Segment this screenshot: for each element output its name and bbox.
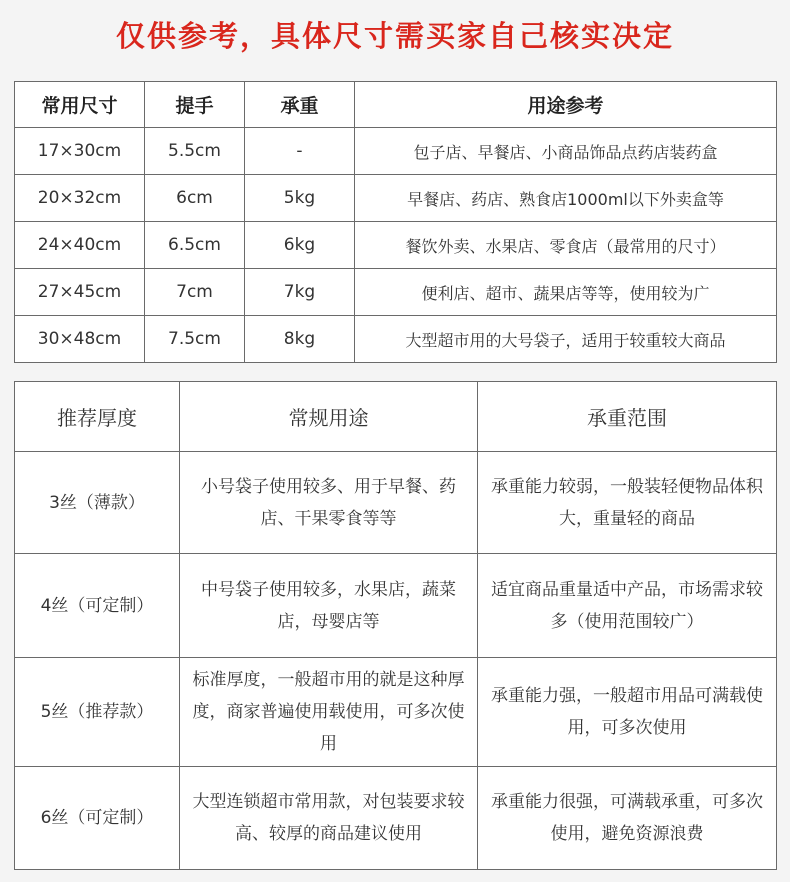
size-table-header bbox=[15, 82, 777, 128]
cell-usage: 便利店、超市、蔬果店等等，使用较为广 bbox=[355, 269, 777, 316]
table-row bbox=[15, 554, 777, 658]
cell-handle: 7.5cm bbox=[145, 316, 245, 363]
cell-load-range: 承重能力很强，可满载承重，可多次使用，避免资源浪费 bbox=[478, 767, 777, 870]
cell-size: 27×45cm bbox=[15, 269, 145, 316]
cell-size: 20×32cm bbox=[15, 175, 145, 222]
size-table bbox=[14, 81, 777, 363]
header-load: 承重 bbox=[245, 82, 355, 128]
cell-load-range: 承重能力较弱，一般装轻便物品体积大，重量轻的商品 bbox=[478, 452, 777, 554]
cell-load: 8kg bbox=[245, 316, 355, 363]
table-row bbox=[15, 128, 777, 175]
cell-size: 17×30cm bbox=[15, 128, 145, 175]
header-load-range: 承重范围 bbox=[478, 382, 777, 452]
cell-common-usage: 大型连锁超市常用款，对包装要求较高、较厚的商品建议使用 bbox=[180, 767, 478, 870]
cell-handle: 6.5cm bbox=[145, 222, 245, 269]
cell-usage: 早餐店、药店、熟食店1000ml以下外卖盒等 bbox=[355, 175, 777, 222]
cell-handle: 5.5cm bbox=[145, 128, 245, 175]
cell-handle: 7cm bbox=[145, 269, 245, 316]
cell-load-range: 适宜商品重量适中产品，市场需求较多（使用范围较广） bbox=[478, 554, 777, 658]
cell-usage: 包子店、早餐店、小商品饰品点药店装药盒 bbox=[355, 128, 777, 175]
cell-handle: 6cm bbox=[145, 175, 245, 222]
header-size: 常用尺寸 bbox=[15, 82, 145, 128]
cell-thickness: 3丝（薄款） bbox=[15, 452, 180, 554]
cell-usage: 餐饮外卖、水果店、零食店（最常用的尺寸） bbox=[355, 222, 777, 269]
cell-common-usage: 小号袋子使用较多、用于早餐、药店、干果零食等等 bbox=[180, 452, 478, 554]
cell-thickness: 6丝（可定制） bbox=[15, 767, 180, 870]
page-title: 仅供参考，具体尺寸需买家自己核实决定 bbox=[115, 19, 674, 53]
cell-load: 7kg bbox=[245, 269, 355, 316]
cell-load-range: 承重能力强，一般超市用品可满载使用，可多次使用 bbox=[478, 658, 777, 767]
table-row bbox=[15, 767, 777, 870]
cell-common-usage: 中号袋子使用较多，水果店，蔬菜店，母婴店等 bbox=[180, 554, 478, 658]
table-row bbox=[15, 175, 777, 222]
table-row bbox=[15, 658, 777, 767]
thickness-table bbox=[14, 381, 777, 870]
table-row bbox=[15, 316, 777, 363]
table-row bbox=[15, 222, 777, 269]
cell-load: 6kg bbox=[245, 222, 355, 269]
table-row bbox=[15, 452, 777, 554]
cell-load: - bbox=[245, 128, 355, 175]
cell-thickness: 4丝（可定制） bbox=[15, 554, 180, 658]
cell-load: 5kg bbox=[245, 175, 355, 222]
cell-size: 30×48cm bbox=[15, 316, 145, 363]
table-row bbox=[15, 269, 777, 316]
cell-size: 24×40cm bbox=[15, 222, 145, 269]
header-thickness: 推荐厚度 bbox=[15, 382, 180, 452]
header-usage: 用途参考 bbox=[355, 82, 777, 128]
cell-usage: 大型超市用的大号袋子，适用于较重较大商品 bbox=[355, 316, 777, 363]
header-handle: 提手 bbox=[145, 82, 245, 128]
cell-common-usage: 标准厚度，一般超市用的就是这种厚度，商家普遍使用载使用，可多次使用 bbox=[180, 658, 478, 767]
cell-thickness: 5丝（推荐款） bbox=[15, 658, 180, 767]
header-common-usage: 常规用途 bbox=[180, 382, 478, 452]
thickness-table-header bbox=[15, 382, 777, 452]
